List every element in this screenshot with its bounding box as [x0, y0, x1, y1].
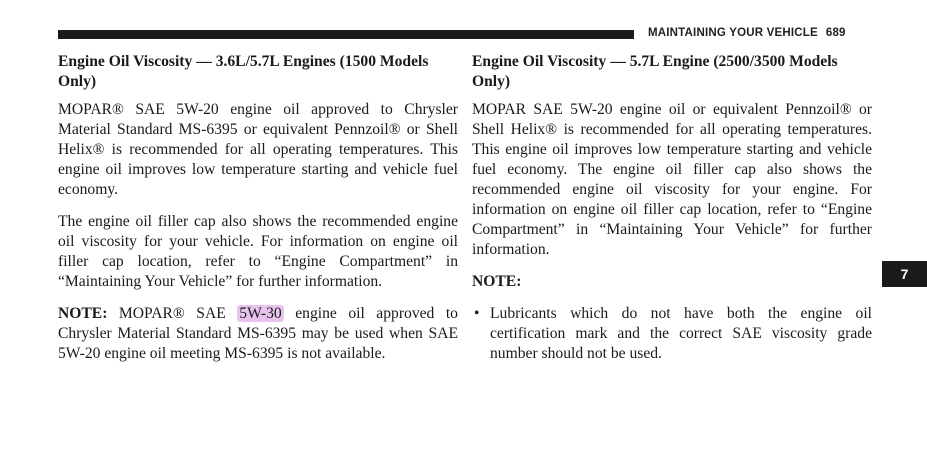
page-number: 689 [825, 27, 846, 39]
bullet-list [472, 304, 872, 364]
bullet-icon: • [474, 305, 480, 322]
section-title: MAINTAINING YOUR VEHICLE [648, 27, 818, 39]
right-note-label [472, 272, 872, 292]
left-note [58, 304, 458, 364]
note-text-pre: MOPAR® SAE [107, 305, 238, 322]
left-heading: Engine Oil Viscosity — 3.6L/5.7L Engines (1500 Models Only) [58, 53, 429, 90]
right-heading: Engine Oil Viscosity — 5.7L Engine (2500/3500 Models Only) [472, 53, 838, 90]
left-column [58, 52, 458, 376]
note-text-post: engine oil approved to Chrysler Material Standard MS-6395 may be used when SAE 5W-20 engine oil meeting MS-6395 is not available. [58, 305, 458, 362]
list-item [472, 304, 872, 364]
left-paragraph-1: MOPAR® SAE 5W-20 engine oil approved to Chrysler Material Standard MS-6395 or equivalent Pennzoil® or Shell Helix® is recommended for all operating temperatures. This engine oil improves low temperature starting and vehicle fuel economy. [58, 101, 458, 198]
chapter-tab: 7 [882, 261, 927, 287]
left-paragraph-2: The engine oil filler cap also shows the recommended engine oil viscosity for your vehicle. For information on engine oil filler cap location, refer to “Engine Compartment” in “Maintaining Your Vehicle” for further information. [58, 213, 458, 290]
note-label: NOTE: [472, 273, 522, 290]
highlighted-text[interactable]: 5W-30 [239, 305, 282, 322]
right-paragraph-1: MOPAR SAE 5W-20 engine oil or equivalent Pennzoil® or Shell Helix® is recommended for all operating temperatures. This engine oil improves low temperature starting and vehicle fuel economy. The engine oil filler cap also shows the recommended engine oil viscosity for your engine. For information on engine oil filler cap location, refer to “Engine Compartment” in “Maintaining Your Vehicle” for further information. [472, 101, 872, 258]
note-label: NOTE: [58, 305, 108, 322]
list-item-text: Lubricants which do not have both the engine oil certification mark and the correct SAE viscosity grade number should not be used. [490, 305, 872, 362]
right-column [472, 52, 872, 364]
header-rule [58, 30, 634, 39]
running-header [648, 27, 846, 39]
